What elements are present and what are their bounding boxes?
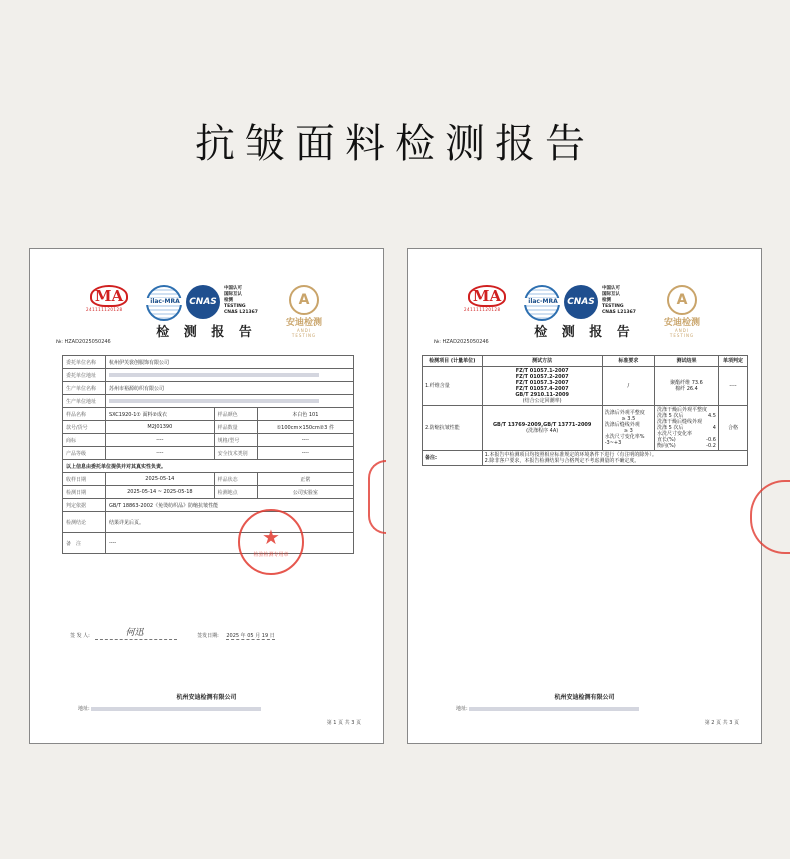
report-page-2 bbox=[407, 248, 762, 744]
company-name: 杭州安迪检测有限公司 bbox=[176, 694, 237, 701]
col-header: 测试方法 bbox=[482, 356, 602, 367]
table-row: 2.防缩抗皱性能 GB/T 13769-2009,GB/T 13771-2009 (洗涤程序 4A) 洗涤后外观平整度 ≥ 3.5 洗涤后缝线外观 ≥ 3 水洗尺寸变化率% -3~+3 洗涤干燥后外观平整度 洗涤 5 次后 4.5 洗涤干燥后缝线外观 洗涤 5 次后 4 水洗尺寸变化率 直长(%) -0.6 衡向(%) -0.2 合格 bbox=[423, 406, 748, 451]
report-title: 检 测 报 告 bbox=[156, 325, 257, 340]
ilac-mra-logo: ilac-MRA bbox=[524, 285, 560, 321]
cnas-text: 中国认可 国际互认 检测 TESTING CNAS L21367 bbox=[224, 286, 258, 315]
cnas-logo: CNAS bbox=[186, 285, 220, 319]
cnas-text: 中国认可 国际互认 检测 TESTING CNAS L21367 bbox=[602, 286, 636, 315]
col-header: 标准要求 bbox=[602, 356, 654, 367]
official-stamp: ★ 检验检测专用章 bbox=[238, 509, 304, 575]
cma-logo: MA 241111120128 bbox=[90, 285, 128, 307]
signature-row: 签 发 人: 何迅 签发日期: 2025 年 05 月 19 日 bbox=[70, 628, 275, 639]
page-title: 抗皱面料检测报告 bbox=[195, 121, 595, 167]
report-number: №: HZAD2025050246 bbox=[56, 339, 111, 345]
andi-logo: A 安迪检测 ANDI TESTING bbox=[662, 285, 702, 338]
results-table bbox=[422, 355, 748, 466]
notes-row: 备注: 1.本报告中检测项目均按照相应标准规定的环境条件下进行（有注明的除外）。 2.除非客户要求，本报告检测结果与合格判定不考虑测量的不确定度。 bbox=[423, 451, 748, 466]
address: 地址: bbox=[78, 705, 261, 712]
report-info-table: 委托单位名称 杭州伊芙裳创服饰有限公司 委托单位地址 生产单位名称 苏州市裕源纺织有限公司 生产单位地址 样品名称 SXC1920-1① 面料②成衣 样品颜色 本白色 101 款号/货号 M2J01390 样品数量 ①100cm×150cm②3 件 商标 ---- 规格/型号 ---- 产品等级 ---- 安全技术类别 ---- 以上信息由委托单位提供并对其真实性负责。 收样日期 2025-05-14 样品状态 正常 检测日期 2025-05-14 ~ 2025-05-18 检测地点 公司实验室 判定依据 GB/T 18863-2002《免烫纺织品》防缩抗皱性能 检测结论 结果详见后页。 备 注 ---- bbox=[62, 355, 354, 554]
company-name: 杭州安迪检测有限公司 bbox=[554, 694, 615, 701]
report-page-1 bbox=[29, 248, 384, 744]
report-number: №: HZAD2025050246 bbox=[434, 339, 489, 345]
col-header: 测试结果 bbox=[655, 356, 719, 367]
cma-logo: MA 241111120128 bbox=[468, 285, 506, 307]
cnas-logo: CNAS bbox=[564, 285, 598, 319]
table-row: 1.纤维含量 FZ/T 01057.1-2007 FZ/T 01057.2-2007 FZ/T 01057.3-2007 FZ/T 01057.4-2007 GB/T 2910.11-2009 (结合公定回潮率) / 聚酯纤维 73.6 棉纤 26.4 ---- bbox=[423, 367, 748, 406]
report-title: 检 测 报 告 bbox=[534, 325, 635, 340]
redacted-address bbox=[109, 373, 319, 377]
col-header: 单项判定 bbox=[718, 356, 747, 367]
col-header: 检测项目 (计量单位) bbox=[423, 356, 483, 367]
address: 地址: bbox=[456, 705, 639, 712]
signature-line: 何迅 bbox=[95, 631, 177, 640]
partial-stamp-edge bbox=[368, 460, 386, 534]
andi-logo: A 安迪检测 ANDI TESTING bbox=[284, 285, 324, 338]
ilac-mra-logo: ilac-MRA bbox=[146, 285, 182, 321]
page-number: 第 2 页 共 3 页 bbox=[704, 720, 739, 726]
redacted-address bbox=[109, 399, 319, 403]
page-number: 第 1 页 共 3 页 bbox=[326, 720, 361, 726]
